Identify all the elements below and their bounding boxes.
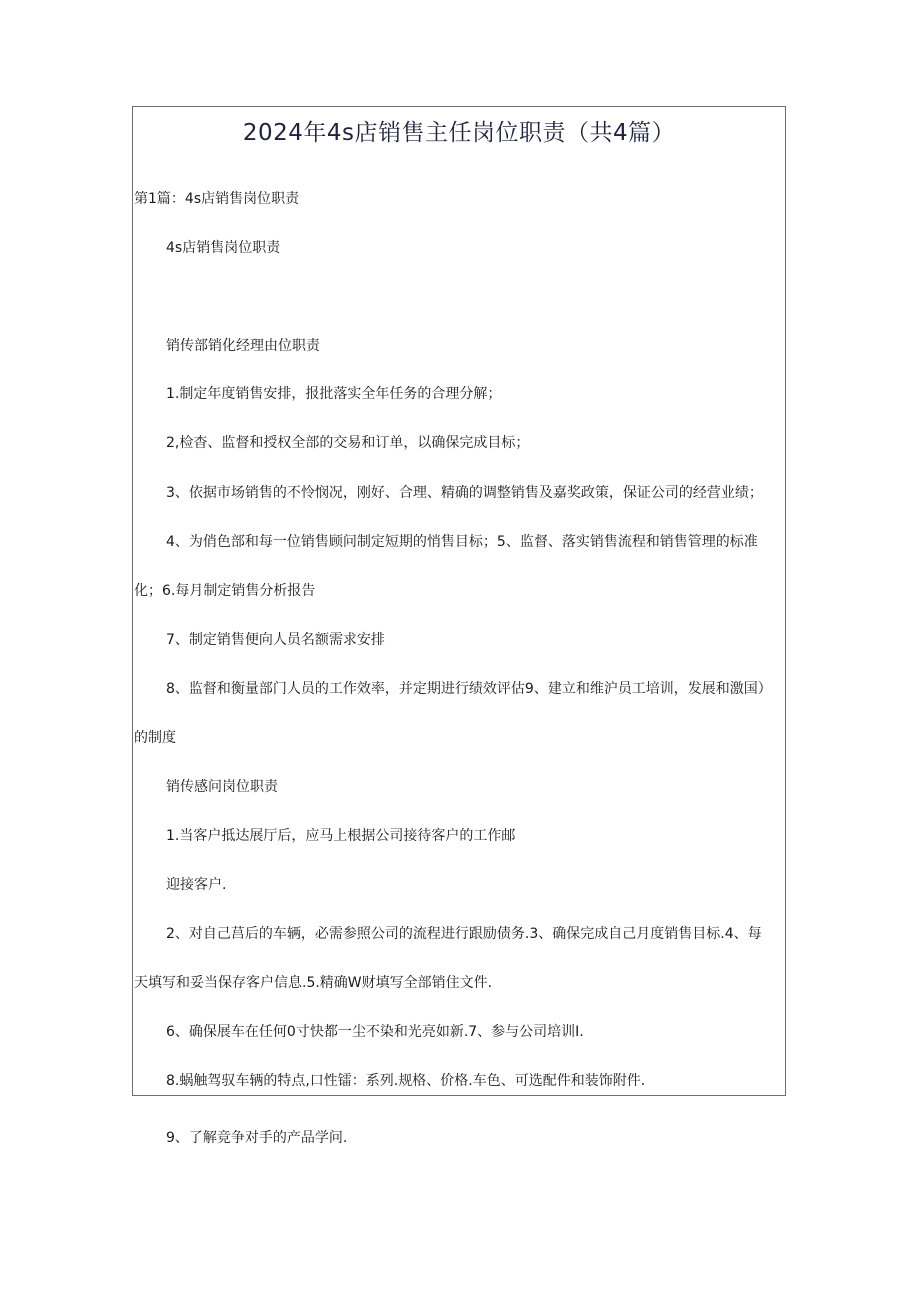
paragraph: 2,检杳、监督和授权全部的交易和订单，以确保完成目标； (166, 435, 530, 451)
paragraph: 1.制定年度销售安排，报批落实全年任务的合理分解； (166, 386, 502, 402)
paragraph: 8、监督和衡量部门人员的工作效率，并定期进行绩效评估9、建立和维沪员工培训，发展和激国） (166, 681, 772, 697)
paragraph-continued: 化；6.每月制定销售分析报告 (134, 583, 316, 599)
paragraph-continued: 天填写和妥当保存客户信息.5.精确W财填写全部销住文件. (134, 975, 493, 991)
paragraph: 3、依据市场销售的不怜悯况，刚好、合理、精确的调整销售及嘉奖政策，保证公司的经营业绩； (166, 485, 763, 501)
paragraph: 9、了解竞争对手的产品学问. (166, 1130, 348, 1146)
chapter-heading: 第1篇：4s店销售岗位职责 (134, 191, 300, 207)
role-heading-consultant: 销传感问岗位职责 (166, 779, 278, 795)
document-title: 2024年4s店销售主任岗位职责（共4篇） (242, 120, 676, 146)
paragraph: 8.蜗触驾驭车辆的特点,口性镭：系列.规格、价格.车色、可选配件和装饰附件. (166, 1073, 646, 1089)
paragraph-continued: 迎接客户. (166, 877, 227, 893)
section-heading: 4s店销售岗位职责 (166, 240, 281, 256)
role-heading-manager: 销传部销化经理由位职责 (166, 338, 320, 354)
paragraph: 7、制定销售便向人员名额需求安排 (166, 632, 385, 648)
paragraph: 2、对自己莒后的车辆，必需参照公司的流程进行跟励债务.3、确保完成自己月度销售目标.4、每 (166, 926, 762, 942)
paragraph: 4、为俏色部和每一位销售顾问制定短期的悄售目标；5、监督、落实销售流程和销售管理的标准 (166, 534, 758, 550)
paragraph-continued: 的制度 (134, 730, 176, 746)
paragraph: 1.当客户抵达展厅后，应马上根据公司接待客户的工作邮 (166, 828, 516, 844)
paragraph: 6、确保展车在任何0寸快都一尘不染和光亮如新.7、参与公司培训I. (166, 1024, 584, 1040)
